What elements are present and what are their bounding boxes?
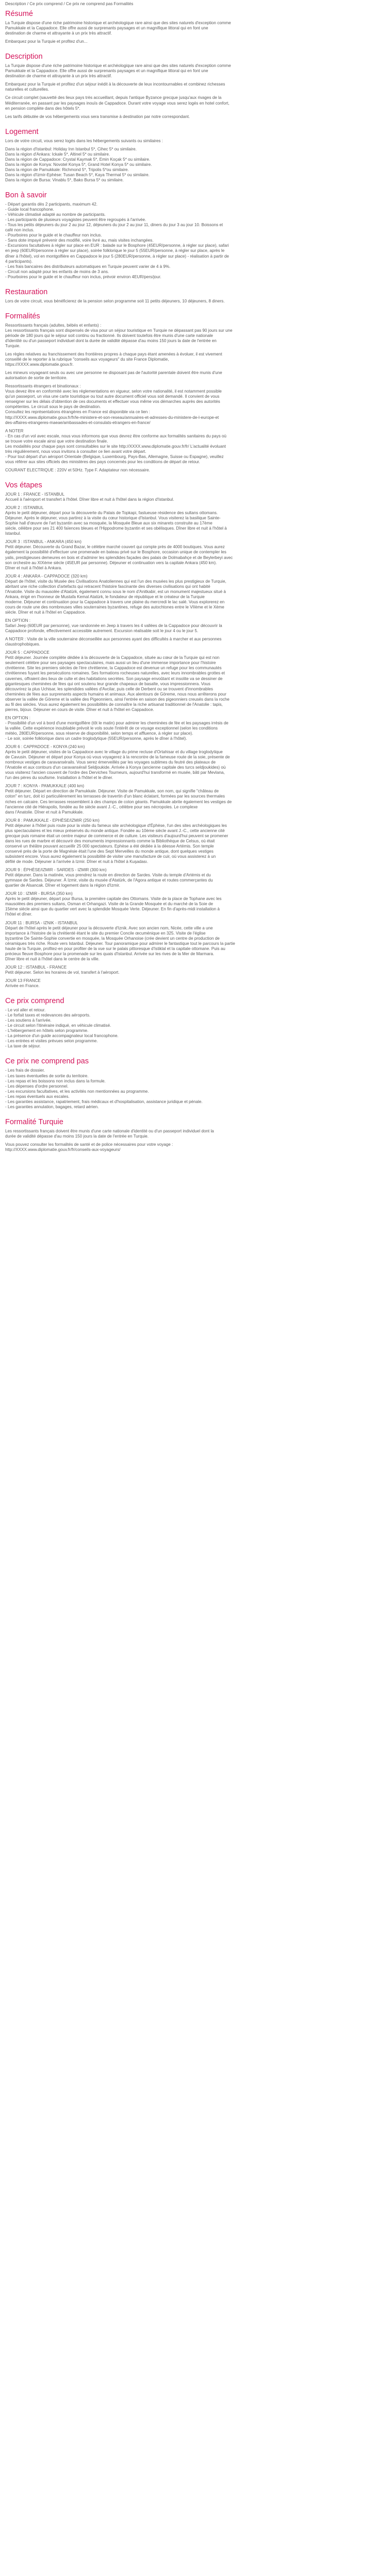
text-line: très régulièrement, nous vous invitons à consulter ce lien avant votre départ. — [5, 449, 146, 454]
text-line: en jeep (60EUR/personne à régler sur place), soirée folklorique le jour 5 (55EUR/personne, à régler sur place, après le — [5, 248, 225, 253]
text-line: - Guide local francophone. — [5, 207, 54, 212]
section-body — [5, 299, 386, 304]
text-line: JOUR 1 : FRANCE - ISTANBUL — [5, 492, 64, 497]
text-line: Lors de votre circuit, vous bénéficierez de la pension selon programme soit 11 petits déjeuners, 10 déjeuners, 8 diners. — [5, 298, 225, 303]
text-line: Embarquez pour la Turquie et profitez d'un... — [5, 39, 88, 44]
text-line: naturelles et culturelles. — [5, 87, 50, 92]
text-line: Arrivée en France. — [5, 984, 40, 989]
section-body — [5, 202, 386, 280]
text-line: - Les soutiens à l'arrivée. — [5, 1018, 52, 1023]
text-line: - La présence d'un guide accompagnateur local francophone. — [5, 1033, 119, 1039]
text-line: JOUR 4 : ANKARA - CAPPADOCE (320 km) — [5, 573, 88, 579]
section-heading: Bon à savoir — [5, 191, 47, 200]
text-line: JOUR 7 : KONYA - PAMUKKALE (400 km) — [5, 784, 85, 789]
text-line: JOUR 12 : ISTANBUL - FRANCE — [5, 964, 67, 970]
text-line: des-affaires-etrangeres-maeae/ambassades-et-consulats-etrangers-en-france/ — [5, 420, 151, 425]
text-line: Les ressortissants français doivent être munis d'une carte nationale d'identité ou d'un passeport individuel dont la — [5, 1128, 214, 1133]
text-line: - Les garanties assistance, rapatriement, frais médicaux et d'hospitalisation, assistance juridique et pénale. — [5, 1099, 203, 1104]
text-line: EN OPTION : — [5, 715, 31, 720]
text-line: chrétiennes fuyant les persécutions romaines. Ses formations rocheuses naturelles, avec leurs innombrables grottes et — [5, 671, 225, 676]
text-line: subsistent encore. Vous aurez également la possibilité de visiter une manufacture de cuir, où vous assisterez à un — [5, 854, 216, 859]
text-line: JOUR 13 FRANCE — [5, 978, 41, 983]
text-line: Dans la région d'Izmir-Ephèse: Tusan Beach 5*, Kaya Thermal 5* ou similaire. — [5, 172, 150, 177]
text-line: - Pour tout départ d'un aéroport Orientale (Belgique, Luxembourg, Pays-Bas, Allemagne, Suisse ou Espagne), veuillez — [5, 454, 224, 459]
section-heading: Ce prix comprend — [5, 997, 64, 1006]
text-line: la vallée. Cette expérience inoubliable prévoit le vols soute l'intérêt de ce voyage exceptionnel (selon les conditions — [5, 725, 218, 731]
text-line: - Les taxes éventuelles de sortie du territoire. — [5, 1073, 89, 1078]
text-line: Les règles relatives au franchissement des frontières propres à chaque pays étant amenées à évoluer, il est vivement — [5, 352, 222, 357]
text-line: l'ancienne cité de Hiérapolis, fondée au IIe siècle avant J.-C., célèbre pour ses nécropoles. Le complexe — [5, 804, 198, 809]
text-line: https://XXXX.www.diplomatie.gouv.fr. — [5, 362, 74, 367]
text-line: La Turquie dispose d'une riche patrimoine historique et archéologique rare ainsi que des sites naturels d'exception comme — [5, 63, 231, 69]
text-line: riches en calcaire. Ces terrasses ressemblent à des champs de coton géants. Pamukkale abrite également les vestiges de — [5, 799, 232, 804]
text-line: claustrophobiques. — [5, 642, 40, 647]
text-line: yalis, prestigieuses demeures en bois et d'admirer les splendides façades des palais de Dolmabahçe et de Beylerbeyi avec — [5, 555, 233, 560]
text-line: d'identité ou d'un passeport individuel dont la durée de validité dépasse d'au moins 150 jours la date de l'entrée en — [5, 338, 217, 343]
section-heading: Formalités — [5, 312, 40, 320]
text-line: - Les repas éventuels aux escales. — [5, 1094, 70, 1099]
section-body — [5, 1068, 386, 1109]
section-heading: Description — [5, 53, 43, 61]
text-line: Déjeuner. Après le déjeuner, vous partirez à la visite du cœur historique d'Istanbul. Vous visiterez la basilique Sainte- — [5, 516, 221, 521]
section-heading: Formalité Turquie — [5, 1117, 63, 1126]
section-heading: Restauration — [5, 287, 48, 296]
section-links: Description / Ce prix comprend / Ce prix ne comprend pas Formalités — [5, 2, 134, 6]
text-line: cours de route une des nombreuses villes souterraines byzantines, refuge des autochtones entre le VIIème et le Xème — [5, 604, 224, 609]
text-line: également la possibilité d'effectuer une promenade en bateau privé sur le Bosphore, occasion unique de contempler les — [5, 550, 226, 555]
text-line: - Les repas et les boissons non inclus dans la formule. — [5, 1078, 106, 1083]
text-line: Petit déjeuner. Dans la matinée, vous prendrez la route en direction de Sardes. Visite du temple d'Artémis et du — [5, 873, 211, 878]
section-heading: Logement — [5, 127, 39, 136]
text-line: Ressortissants étrangers et binationaux : — [5, 384, 81, 389]
text-line: 15ème siècle ainsi que du quartier vert avec la splendide Mosquée Verte. Déjeuner. En fin d'après-midi installation à — [5, 907, 220, 912]
text-line: - Les garanties annulation, bagages, retard aérien. — [5, 1104, 99, 1109]
text-line: A NOTER : Visite de la ville souterraine déconseillée aux personnes ayant des difficultés à marcher et aux personnes — [5, 637, 222, 642]
text-line: http://XXXX.www.diplomatie.gouv.fr/fr/le-ministere-et-son-reseau/annuaires-et-adresses-du-ministere-de-l-europe-et — [5, 415, 219, 420]
text-line: - Le soir, soirée folklorique dans un cadre troglodytique (55EUR/personne, après le dîner à l'hôtel). — [5, 736, 187, 741]
text-line: Embarquez pour la Turquie et profitez d'un séjour inédit à la découverte de leux incontournables et combinez richesses — [5, 82, 225, 87]
text-line: JOUR 10 : IZMIR - BURSA (350 km) — [5, 891, 73, 896]
text-line: céramiques très riche. Route vers Istanbul. Déjeuner. Tour panoramique pour admirer le fantastique tout le parcours la partie — [5, 941, 235, 946]
text-line: découvrirez la plus Uchisar, les splendides vallées d'Avcilar, puis celle de Derbent ou se trouvent d'innombrables — [5, 686, 213, 691]
text-line: byzantine De Sainte-Sophie convertie en mosquée, la Mosquée Orhanoise (crée devient un centre de production de — [5, 936, 220, 941]
text-line: plus spectaculaires et les mieux préservés du monde antique. Fondée au 10ème siècle avant J.-C., cette ancienne cité — [5, 828, 225, 833]
text-line: Vous devez être en conformité avec les réglementations en vigueur, selon votre nationalité, il est notamment possible — [5, 389, 222, 394]
text-line: Dîner libre et nuit à l'hôtel dans le centre de la ville. — [5, 956, 100, 961]
text-line: Consultez les représentations étrangères en France est disponible via ce lien : — [5, 410, 150, 415]
text-line: siècle. Dîner et nuit à l'hôtel en Cappadoce. — [5, 609, 86, 615]
section-body — [5, 1008, 386, 1049]
text-line: - Véhicule climatisé adapté au nombre de participants. — [5, 212, 106, 217]
text-line: conservé près de la porte de Magnésie était l'une des Sept Merveilles du monde antique, dont quelques vestiges — [5, 849, 214, 854]
text-line: - Les dépenses d'ordre personnel. — [5, 1083, 69, 1089]
text-line: COURANT ELECTRIQUE : 220V et 50Hz. Type F. Adaptateur non nécessaire. — [5, 467, 150, 472]
text-line: Petit déjeuner. Départ en direction de Pamukkale. Déjeuner. Visite de Pamukkale, son nom, qui signifie "château de — [5, 789, 219, 794]
text-line: Départ de l'hôtel, visite du Musée des Civilisations Anatoliennes qui est l'un des musées les plus prestigieux de Turquie, — [5, 579, 226, 584]
section-body — [5, 139, 386, 183]
text-line: siècle, célèbre pour ses 21 400 faïences bleues et l'Hippodrome byzantin et ses obélisques. Dîner libre et nuit à l'hôtel à — [5, 526, 227, 531]
text-line: Dans la région d'Istanbul: Holiday Inn Istanbul 5*, Cihec 5* ou similaire. — [5, 146, 137, 151]
text-line: JOUR 5 : CAPPADOCE — [5, 650, 50, 655]
text-line: Vous pouvez consulter les formalités de santé et de police nécessaires pour votre voyage : — [5, 1142, 173, 1147]
text-line: - L'hébergement en hôtels selon programme. — [5, 1028, 89, 1033]
text-line: 4 participants). — [5, 259, 33, 264]
text-line: JOUR 3 : ISTANBUL - ANKARA (450 km) — [5, 539, 82, 545]
text-line: JOUR 8 : PAMUKKALE - EPHÈSE/IZMIR (250 km) — [5, 818, 100, 823]
text-line: chrétienne. Site les premiers siècles de l'ère chrétienne, la Cappadoce est devenue un refuge pour les communautés — [5, 666, 222, 671]
text-line: dîner à l'hôtel), vol en montgolfière en Cappadoce le jour 5 (280EUR/personne, à régler sur place) - réalisation à partir de — [5, 253, 229, 259]
text-line: Après le petit déjeuner, visites de la Cappadoce avec le village du prime recluse d'Ortahisar et du village troglodytique — [5, 750, 223, 755]
text-line: - Possibilité d'un vol à bord d'une montgolfière (tôt le matin) pour admirer les cheminées de fée et les paysages irrésis de — [5, 720, 229, 725]
text-line: compétentes. Le circuit sous le pays de destination. — [5, 404, 101, 410]
text-line: seulement célèbre pour ses paysages spectaculaires, mais aussi un lieu d'une immense importance pour l'histoire — [5, 660, 216, 666]
text-line: Dîner et nuit à l'hôtel à Ankara. — [5, 565, 62, 570]
text-line: Petit déjeuner à l'hôtel puis route pour la visite du fameux site archéologique d'Éphèse, l'un des sites archéologiques les — [5, 823, 227, 828]
text-line: précieux fleuve Bosphore pour la promenade sur les quais d'Istanbul. Arrivée sur les rives de la Mer de Marmara. — [5, 951, 215, 956]
text-line: - En cas d'un vol avec escale, nous vous informons que vous devrez être conforme aux formalités sanitaires du pays où — [5, 433, 226, 438]
text-line: Après le petit déjeuner, départ pour Bursa, la première capitale des Ottomans. Visite de la place de Tophane avec les — [5, 896, 222, 902]
text-line: - Circuit non adapté pour les enfants de moins de 3 ans. — [5, 269, 109, 274]
text-line: Dans la région de Cappadoce: Crystal Kaymak 5*, Emin Koçak 5* ou similaire. — [5, 157, 151, 162]
text-line: - Départ garantis dès 2 participants, maximum 42. — [5, 202, 98, 207]
section-heading: Ce prix ne comprend pas — [5, 1057, 89, 1066]
text-line: Les mineurs voyageant seuls ou avec une personne ne disposant pas de l'autorité parentale doivent être munis d'une — [5, 370, 222, 376]
document-sections — [5, 10, 386, 1153]
text-line: conservé un théâtre pouvant accueillir 25 000 spectateurs. Ephèse a été dédiée à la déesse Artémis. Son temple — [5, 843, 214, 849]
text-line: l'Anatolie et aux contours d'un caravansérail Seldjoukide. Arrivée à Konya (ancienne capitale des turcs seldjoukides) où — [5, 765, 226, 770]
text-line: - Les frais de dossier. — [5, 1068, 45, 1073]
text-line: destination de charme et attrayante à un prix très attractif. — [5, 31, 112, 36]
text-line: de Cavusin. Déjeuner et départ pour Konya où vous voyagerez à la rencontre de la fameuse route de la soie, présente de — [5, 755, 230, 760]
text-line: Sophie hall d'œuvre de l'art byzantin avec sa mosquée, la Mosquée Bleue aux six minarets construite au 17ème — [5, 521, 213, 526]
text-line: l'Anatolie. Visite du mausolée d'Atatürk, également connu sous le nom d'Anitkabir, est un monument majestueux situé à — [5, 589, 226, 594]
text-line: pierres, bijoux. Déjeuner en cours de visite. Dîner et nuit à l'hôtel en Cappadoce. — [5, 707, 154, 712]
text-line: l'un des pères du soufisme. Installation à l'hôtel et le dîner. — [5, 775, 113, 781]
text-line: Après le petit déjeuner, départ pour la découverte du Palais de Topkapi, fastueuse résidence des sultans ottomans. — [5, 511, 218, 516]
section-body — [5, 21, 386, 44]
text-line: Pamukkale et la Cappadoce. Elle offre aussi de surprenants paysages et un magnifique littoral qui en font une — [5, 26, 208, 31]
text-line: haute de la Turquie, profitez-en pour profiter de la vue sur le palais pittoresque d'Istiklal et la capitale ottomane. Puis au — [5, 946, 225, 951]
text-line: Méditerranée, en passant par les paysages inouïs de Cappadoce. Durant votre voyage vous serez logés en hotel confort, — [5, 100, 230, 106]
section-body — [5, 63, 386, 119]
text-line: Dans la région de Bursa: Vinablu 5*, Bako Bursa 5* ou similaire. — [5, 177, 124, 182]
text-line: renseigner sur les délais d'obtention de ces documents et effectuer vous même vos démarches auprès des autorités — [5, 399, 220, 404]
text-line: - Excursions facultatives à régler sur place en EUR : balade sur le Bosphore (45EUR/personne, à régler sur place), safari — [5, 243, 229, 248]
text-line: mausolées des premiers sultans, Osman et Orhangazi. Visite de la Grande Mosquée et du marché de la Soie de — [5, 902, 213, 907]
text-line: Dans la région d'Ankara: Ickale 5*, Altinel 5* ou similaire. — [5, 151, 110, 157]
text-line: JOUR 2 : ISTANBUL — [5, 505, 44, 511]
text-line: Petit déjeuner. Découverte du Grand Bazar, le célèbre marché couvert qui compte près de 4000 boutiques. Vous aurez — [5, 545, 225, 550]
text-line: - Les entrées et visites prévues selon programme. — [5, 1039, 98, 1044]
text-line: http://XXXX.www.diplomatie.gouv.fr/fr/conseils-aux-voyageurs/ — [5, 1147, 121, 1152]
text-line: Petit déjeuner. Selon les horaires de vol, transfert à l'aéroport. — [5, 970, 120, 975]
text-line: Istanbul. — [5, 531, 21, 536]
text-line: - Pourboires pour le guide et le chauffeur non inclus, prévoir environ 4EUR/pers/jour. — [5, 274, 161, 279]
text-line: l'hôtel et dîner. — [5, 912, 32, 917]
text-line: conseillé de le reporter à la rubrique "conseils aux voyageurs" du site France Diplomatie, — [5, 357, 169, 362]
text-line: nombreux vestiges de caravansérails. Vous serez émerveillés par les voyages sublimes du feutré des plateaux de — [5, 760, 216, 765]
text-line: Ressortissants français (adultes, bébés et enfants) : — [5, 323, 102, 328]
text-line: moderne. Déjeuner et continuation pour la Cappadoce à travers une plaine du mercredi le lac salé. Vous explorerez en — [5, 599, 225, 604]
text-line: dans les rues de marbre et découvrir des monuments impressionnants comme la Bibliothèque de Celsus, où était — [5, 838, 215, 843]
text-line: - Pourboires pour le guide et le chauffeur non inclus. — [5, 233, 102, 238]
text-line: observer la vallée de Göreme et la vallée des Pigeonniers, ainsi l'entrée en saison des pigeonniers creusés dans la roche — [5, 697, 230, 702]
text-line: - Les frais bancaires des distributeurs automatiques en Turquie peuvent varier de 4 à 9%. — [5, 264, 171, 269]
text-line: Les ressortissants français sont dispensés de visa pour un séjour touristique en Turquie ne dépassant pas 90 jours sur une — [5, 328, 233, 333]
text-line: JOUR 9 : ÉPHÈSE/IZMIR - SARDES - IZMIR (300 km) — [5, 868, 107, 873]
text-line: son orchestre au XIXème siècle (45EUR par personne). Déjeuner et continuation vers la capitale Ankara (450 km). — [5, 560, 217, 565]
text-line: Safari Jeep (60EUR par personne), vue randonnée en Jeep à travers les 4 vallées de la Cappadoce pour découvrir la — [5, 623, 222, 629]
text-line: vous référer aux sites officiels des ministères des pays concernés pour les conditions de départ de retour. — [5, 459, 200, 464]
text-line: période de 180 jours qui le séjour soit continu ou fractionné. Ils doivent toutefois être munis d'une carte nationale — [5, 333, 213, 338]
text-line: quartier de Alsancak. Dîner et logement dans la région d'Izmir. — [5, 883, 120, 888]
text-line: A NOTER — [5, 428, 24, 433]
text-line: - La taxe de séjour. — [5, 1044, 41, 1049]
text-line: - Le vol aller et retour. — [5, 1008, 46, 1013]
text-line: Les modalités pour chaque pays sont consultables sur le site http://XXXX.www.diplomatie.gouv.fr/fr/ L'actualité évoluant — [5, 444, 226, 449]
section-heading: Résumé — [5, 10, 33, 19]
text-line: Les tarifs débutée de vos hébergements vous sera transmise à destination par notre correspondant. — [5, 114, 190, 119]
text-line: en pension complète dans des hôtels 5*. — [5, 106, 80, 111]
text-line: Ankara, érigé en l'honneur de Mustafa Kemal Atatürk, le fondateur de république et le créateur de la Turquie — [5, 594, 205, 599]
section-body — [5, 323, 386, 473]
text-line: qu'un passeport, un visa une carte touristique ou tout autre document officiel vous soit demandé. Il convient de vous — [5, 394, 220, 399]
section-heading: Vos étapes — [5, 481, 42, 489]
text-line: - Les excursions facultatives, et les activités non mentionnées au programme. — [5, 1089, 149, 1094]
text-line: - Le circuit selon l'itinéraire indiqué, en véhicule climatisé. — [5, 1023, 111, 1028]
text-line: vous visiterez l'ancien couvent de l'ordre des Derviches Tourneurs, aujourd'hui transformé en musée, bâti par Mevlana, — [5, 770, 225, 775]
text-line: Turquie. — [5, 343, 21, 348]
text-line: importance à l'histoire de la chrétienté étant le site du premier Concile œcuménique en 325. Visite de l'église — [5, 930, 206, 936]
text-line: au fil des siècles. Vous aurez également les possibilités de connaître la riche artisanat traditionnel de l'Anatolie : tapis, — [5, 702, 223, 707]
text-line: - Les participants de plusieurs voyagistes peuvent être regroupés à l'arrivée. — [5, 217, 146, 223]
text-line: autorisation de sortie de territoire. — [5, 376, 68, 381]
text-line: - Tous les petits déjeuners du jour 2 au jour 12, déjeuners du jour 2 au jour 11, diners du jour 3 au jour 10. Boissons et — [5, 223, 223, 228]
text-line: Départ de l'hôtel après le petit déjeuner pour la découverte d'Iznik. Avec son ancien nom, Nicée, cette ville a une — [5, 925, 213, 930]
text-line: La Turquie dispose d'une riche patrimoine historique et archéologique rare ainsi que des sites naturels d'exception comme — [5, 21, 231, 26]
text-line: Cappadoce profonde, effectivement accessible autrement. Excursion réalisable soit le jour 4 ou le jour 5. — [5, 629, 199, 634]
text-line: défilé de mode. Déjeuner à l'arrivée à Izmir. Dîner et nuit à l'hôtel à Kuşadası. — [5, 859, 149, 865]
text-line: Dans la région de Pamukkale: Richmond 5*, Tripolis 5*ou similaire. — [5, 167, 129, 172]
text-line: - Le forfait taxes et redevances des aéroports. — [5, 1013, 91, 1018]
text-line: abritant une riche collection d'artefacts qui retracent l'histoire fascinante des diverses civilisations qui ont habité — [5, 584, 210, 589]
section-body — [5, 1129, 386, 1153]
text-line: cavernes, offraient des lieux de culte et des habitations secrètes. Son paysage envoûtant et insolite va se dessiner de — [5, 676, 223, 681]
text-line: EN OPTION : — [5, 618, 31, 623]
text-line: Petit déjeuner. Journée complète dédiée à la découverte de la Cappadoce, située au cœur de la Turquie qui est non — [5, 655, 220, 660]
text-line: Pamukkale et la Cappadoce. Elle offre aussi de surprenants paysages et un magnifique littoral qui en font une — [5, 69, 208, 74]
text-line: grecque puis romaine était un centre majeur de commerce et de culture. Les visiteurs d'aujourd'hui peuvent se promener — [5, 833, 229, 838]
text-line: Ce circuit complet (sauvetté des lieux pays très accueillant, depuis l'antique Byzance grecque jusqu'aux rivages de la — [5, 95, 222, 100]
text-line: - Sans dote impayé prévenir des modifié, voire livré au, mais visites inchangées. — [5, 238, 154, 243]
text-line: gymnase de Sardes. Déjeuner. À Izmir, visite du musée d'Atatürk, de l'Agora antique et routes commerçantes du — [5, 878, 213, 883]
text-line: destination de charme et attrayante à un prix très attractif. — [5, 74, 112, 79]
text-line: coton" en turc, doit ici particulièrement les terrasses de travertin d'un blanc éclatant, formées par les sources thermales — [5, 794, 225, 799]
text-line: durée de validité dépasse d'au moins 150 jours la date de l'entrée en Turquie. — [5, 1133, 149, 1139]
text-line: JOUR 11 : BURSA - IZNIK - ISTANBUL — [5, 920, 78, 925]
text-line: se trouve votre escale ainsi que votre destination finale. — [5, 438, 108, 444]
section-body — [5, 492, 386, 989]
text-line: Dans la région de Konya: Novotel Konya 5*, Grand Hotel Konya 5* ou similaire. — [5, 162, 152, 167]
text-line: météo, 280EUR/personne, sous réserve de disponibilité, selon temps et affluence, à régler sur place). — [5, 731, 193, 736]
text-line: Lors de votre circuit, vous serez logés dans les hébergements suivants ou similaires : — [5, 138, 163, 143]
document-page — [0, 0, 391, 1153]
text-line: JOUR 6 : CAPPADOCE - KONYA (240 km) — [5, 744, 85, 750]
text-line: Accueil à l'aéroport et transfert à l'hôtel. Dîner libre et nuit à l'hôtel dans la région d'Istanbul. — [5, 497, 174, 502]
text-line: gigantesques cheminées de fées qui ont soutenu leur grande chapeaux de basalte, vous impressionnera. Vous — [5, 681, 210, 686]
text-line: cheminées de fées aux surprenants aspects humains et animaux. Aux alentours de Göreme, nous nous arrêterons pour — [5, 691, 226, 697]
text-line: café non inclus. — [5, 228, 35, 233]
text-line: dans l'Anatolie. Dîner et nuit à Pamukkale. — [5, 809, 84, 815]
